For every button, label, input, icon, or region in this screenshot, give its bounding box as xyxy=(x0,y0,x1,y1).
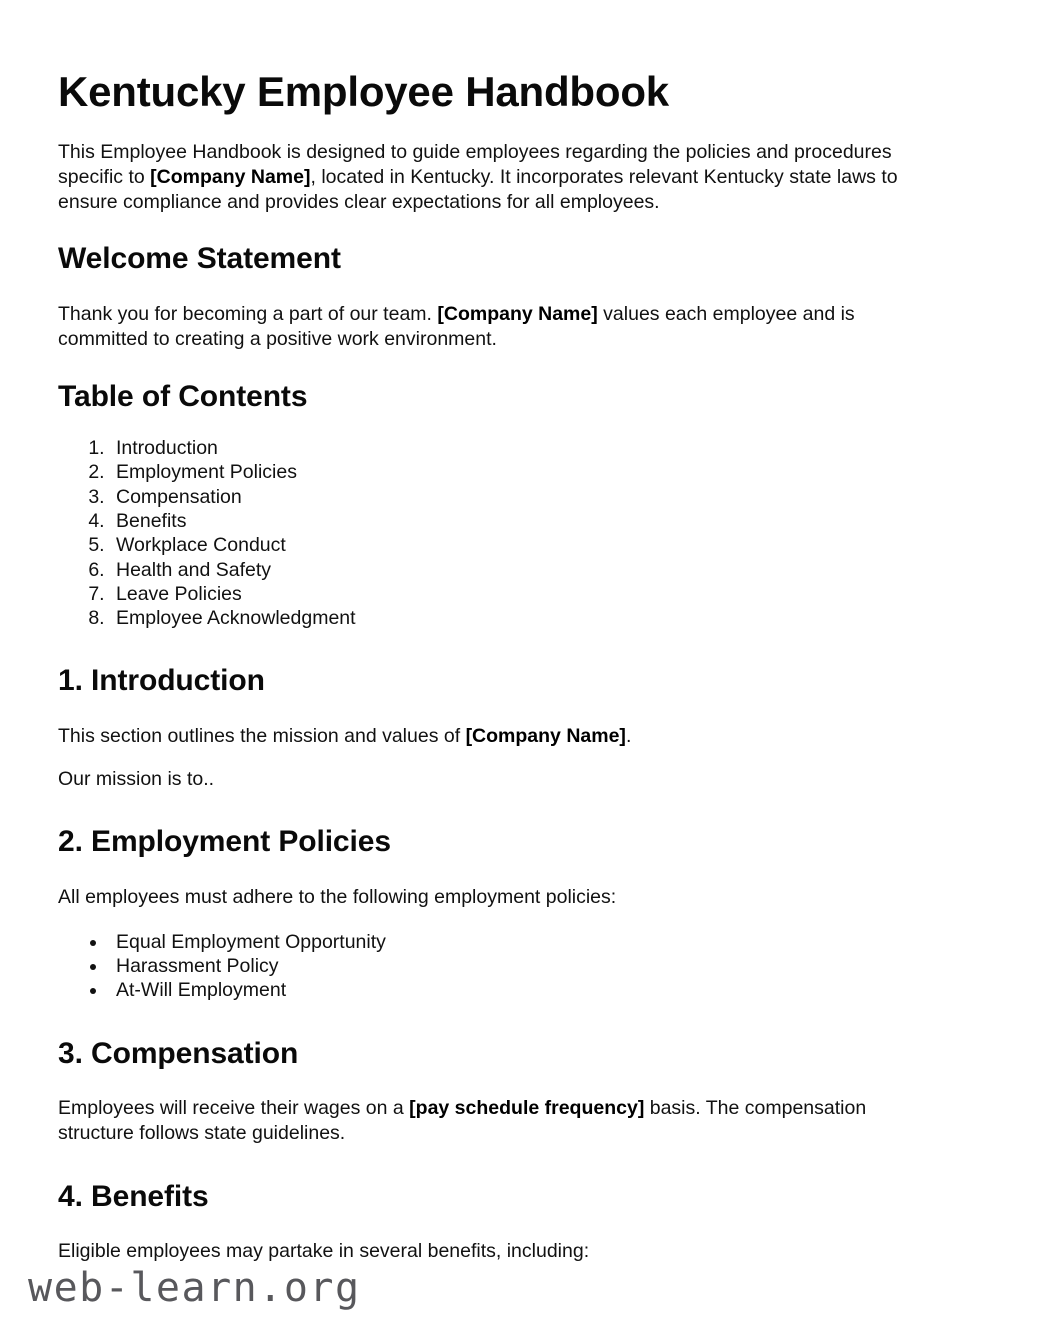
compensation-text-part-2: basis. The compensation structure follows state guidelines. xyxy=(58,1097,867,1144)
introduction-paragraph-2: Our mission is to.. xyxy=(58,767,215,790)
table-of-contents-list xyxy=(58,436,947,630)
section-heading-introduction: 1. Introduction xyxy=(58,664,265,698)
intro-text-part-2: , located in Kentucky. It incorporates relevant Kentucky state laws to ensure compliance and provides clear expectations for all employees. xyxy=(58,165,898,213)
toc-item-health-and-safety: 6. Health and Safety xyxy=(110,558,947,582)
introduction-text-part-2: . xyxy=(625,724,632,747)
toc-item-compensation: 3. Compensation xyxy=(110,485,947,509)
section-heading-benefits: 4. Benefits xyxy=(58,1179,209,1213)
intro-paragraph xyxy=(58,140,947,214)
table-of-contents-heading: Table of Contents xyxy=(58,379,308,413)
list-item: • Equal Employment Opportunity xyxy=(108,930,947,954)
list-item: • Harassment Policy xyxy=(108,954,947,978)
welcome-paragraph xyxy=(58,302,947,352)
employment-policies-intro: All employees must adhere to the following employment policies: xyxy=(58,885,617,908)
intro-text-part-1: This Employee Handbook is designed to guide employees regarding the policies and procedures specific to xyxy=(58,141,892,188)
company-name-placeholder: [Company Name] xyxy=(150,165,311,188)
toc-item-leave-policies: 7. Leave Policies xyxy=(110,582,947,606)
list-item: • At-Will Employment xyxy=(108,978,947,1002)
toc-item-benefits: 4. Benefits xyxy=(110,509,947,533)
toc-item-introduction: 1. Introduction xyxy=(110,436,947,460)
welcome-statement-heading: Welcome Statement xyxy=(58,242,341,276)
employment-policies-list xyxy=(58,930,947,1003)
section-heading-employment-policies: 2. Employment Policies xyxy=(58,825,391,859)
site-watermark: web-learn.org xyxy=(28,1265,361,1311)
welcome-text-part-1: Thank you for becoming a part of our team. xyxy=(58,302,438,325)
company-name-placeholder: [Company Name] xyxy=(437,302,598,325)
company-name-placeholder: [Company Name] xyxy=(465,724,626,747)
page-title: Kentucky Employee Handbook xyxy=(58,68,669,115)
toc-item-employee-acknowledgment: 8. Employee Acknowledgment xyxy=(110,606,947,630)
compensation-text-part-1: Employees will receive their wages on a xyxy=(58,1097,410,1120)
compensation-paragraph xyxy=(58,1096,947,1146)
toc-item-employment-policies: 2. Employment Policies xyxy=(110,460,947,484)
introduction-paragraph-1 xyxy=(58,724,947,749)
welcome-text-part-2: values each employee and is committed to creating a positive work environment. xyxy=(58,302,855,350)
introduction-text-part-1: This section outlines the mission and values of xyxy=(58,724,466,747)
pay-schedule-frequency-placeholder: [pay schedule frequency] xyxy=(409,1097,645,1120)
benefits-intro: Eligible employees may partake in several benefits, including: xyxy=(58,1240,590,1263)
section-heading-compensation: 3. Compensation xyxy=(58,1036,299,1070)
toc-item-workplace-conduct: 5. Workplace Conduct xyxy=(110,533,947,557)
